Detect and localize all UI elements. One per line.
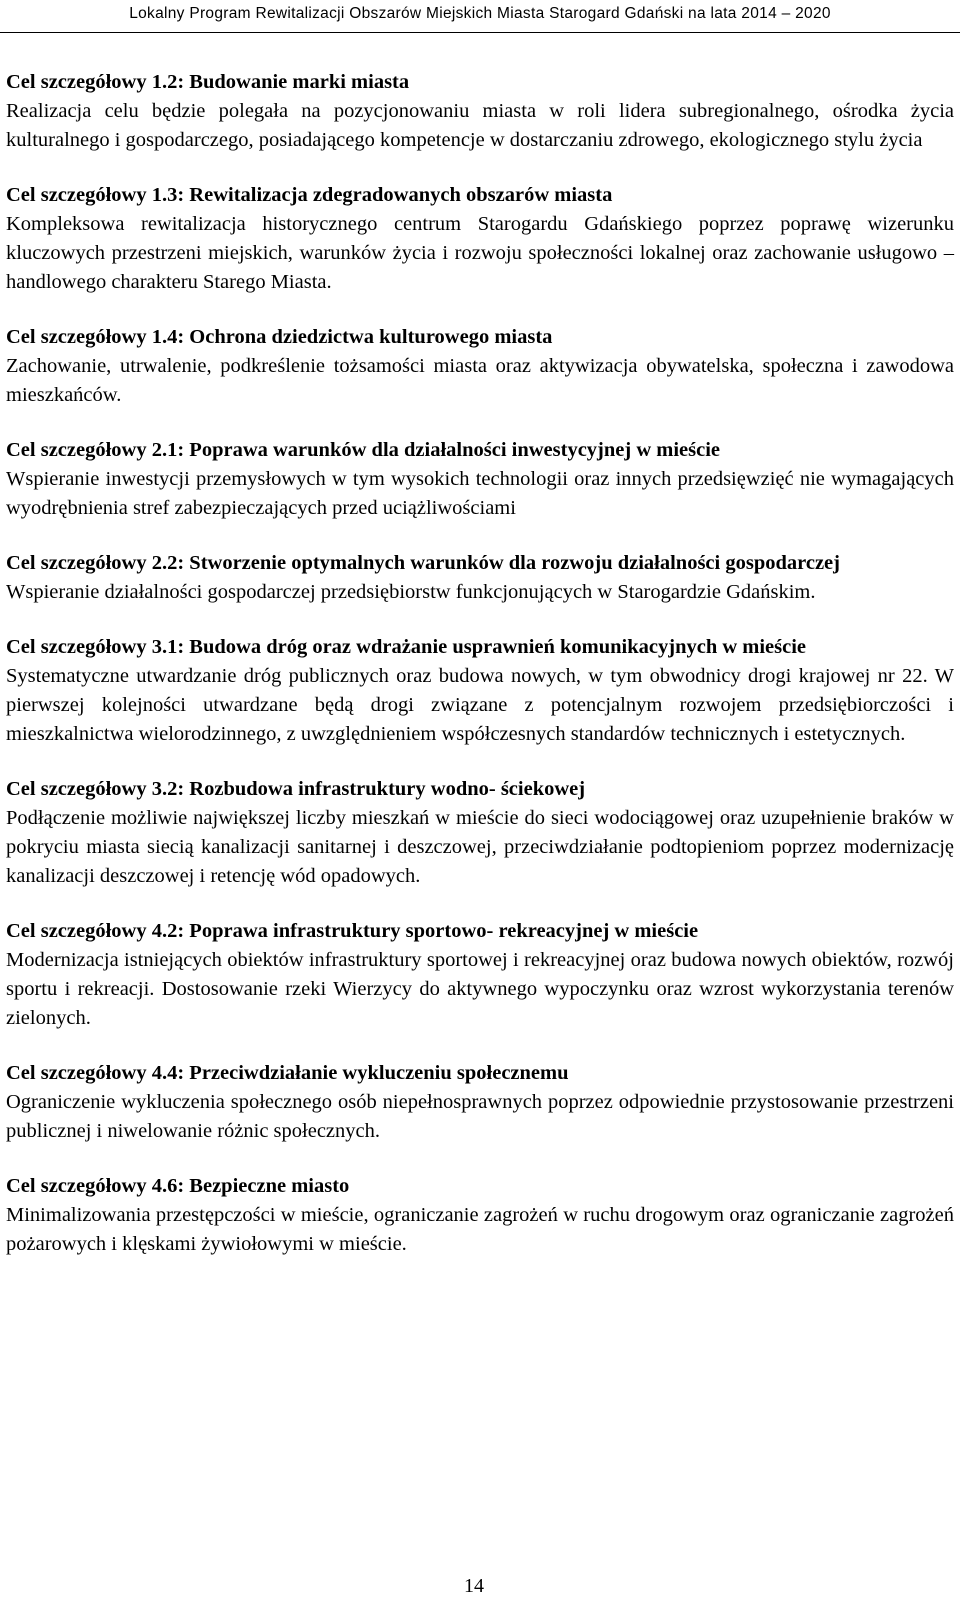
goal-description: Realizacja celu będzie polegała na pozycjonowaniu miasta w roli lidera subregionalnego, ośrodka życia kulturalnego i gospodarczego, posiadającego kompetencje w dostarczaniu zdrowego, ekologicznego stylu życia [6, 100, 954, 151]
goal-description: Kompleksowa rewitalizacja historycznego centrum Starogardu Gdańskiego poprzez poprawę wizerunku kluczowych przestrzeni miejskich, warunków życia i rozwoju społeczności lokalnej oraz zachowanie usługowo – handlowego charakteru Starego Miasta. [6, 213, 954, 293]
goal-description: Zachowanie, utrwalenie, podkreślenie tożsamości miasta oraz aktywizacja obywatelska, społeczna i zawodowa mieszkańców. [6, 355, 954, 406]
goal-section-4-6 [6, 1172, 954, 1259]
goal-section-2-1 [6, 436, 954, 523]
goal-title: Cel szczegółowy 4.6: Bezpieczne miasto [6, 1175, 350, 1197]
document-body [6, 68, 954, 1285]
running-header [0, 0, 960, 33]
goal-title: Cel szczegółowy 1.3: Rewitalizacja zdegradowanych obszarów miasta [6, 184, 613, 206]
goal-description: Wspieranie działalności gospodarczej przedsiębiorstw funkcjonujących w Starogardzie Gdańskim. [6, 581, 816, 603]
goal-title: Cel szczegółowy 2.1: Poprawa warunków dla działalności inwestycyjnej w mieście [6, 439, 720, 461]
page-number: 14 [464, 1575, 484, 1597]
goal-section-3-1 [6, 633, 954, 749]
goal-title: Cel szczegółowy 3.1: Budowa dróg oraz wdrażanie usprawnień komunikacyjnych w mieście [6, 636, 807, 658]
goal-title: Cel szczegółowy 1.2: Budowanie marki miasta [6, 71, 410, 93]
goal-title: Cel szczegółowy 3.2: Rozbudowa infrastruktury wodno- ściekowej [6, 778, 586, 800]
goal-description: Podłączenie możliwie największej liczby mieszkań w mieście do sieci wodociągowej oraz uzupełnienie braków w pokryciu miasta siecią kanalizacji sanitarnej i deszczowej, przeciwdziałanie podtopieniom poprzez modernizację kanalizacji deszczowej i retencję wód opadowych. [6, 807, 954, 887]
goal-title: Cel szczegółowy 4.2: Poprawa infrastruktury sportowo- rekreacyjnej w mieście [6, 920, 699, 942]
goal-description: Modernizacja istniejących obiektów infrastruktury sportowej i rekreacyjnej oraz budowa nowych obiektów, rozwój sportu i rekreacji. Dostosowanie rzeki Wierzycy do aktywnego wypoczynku oraz wzrost wykorzystania terenów zielonych. [6, 949, 954, 1029]
goal-section-4-4 [6, 1059, 954, 1146]
goal-section-1-4 [6, 323, 954, 410]
goal-description: Wspieranie inwestycji przemysłowych w tym wysokich technologii oraz innych przedsięwzięć nie wymagających wyodrębnienia stref zabezpieczających przed uciążliwościami [6, 468, 954, 519]
goal-title: Cel szczegółowy 4.4: Przeciwdziałanie wykluczeniu społecznemu [6, 1062, 569, 1084]
goal-description: Ograniczenie wykluczenia społecznego osób niepełnosprawnych poprzez odpowiednie przystosowanie przestrzeni publicznej i niwelowanie różnic społecznych. [6, 1091, 954, 1142]
goal-section-1-2 [6, 68, 954, 155]
goal-title: Cel szczegółowy 1.4: Ochrona dziedzictwa kulturowego miasta [6, 326, 553, 348]
goal-title: Cel szczegółowy 2.2: Stworzenie optymalnych warunków dla rozwoju działalności gospodarczej [6, 552, 840, 574]
goal-description: Systematyczne utwardzanie dróg publicznych oraz budowa nowych, w tym obwodnicy drogi krajowej nr 22. W pierwszej kolejności utwardzane będą drogi związane z potencjalnym rozwojem przedsiębiorczości i mieszkalnictwa wielorodzinnego, z uwzględnieniem współczesnych standardów technicznych i estetycznych. [6, 665, 954, 745]
goal-section-1-3 [6, 181, 954, 297]
goal-description: Minimalizowania przestępczości w mieście, ograniczanie zagrożeń w ruchu drogowym oraz ograniczanie zagrożeń pożarowych i klęskami żywiołowymi w mieście. [6, 1204, 954, 1255]
goal-section-2-2 [6, 549, 954, 607]
goal-section-3-2 [6, 775, 954, 891]
goal-section-4-2 [6, 917, 954, 1033]
running-header-title: Lokalny Program Rewitalizacji Obszarów Miejskich Miasta Starogard Gdański na lata 2014 – 2020 [129, 5, 831, 22]
